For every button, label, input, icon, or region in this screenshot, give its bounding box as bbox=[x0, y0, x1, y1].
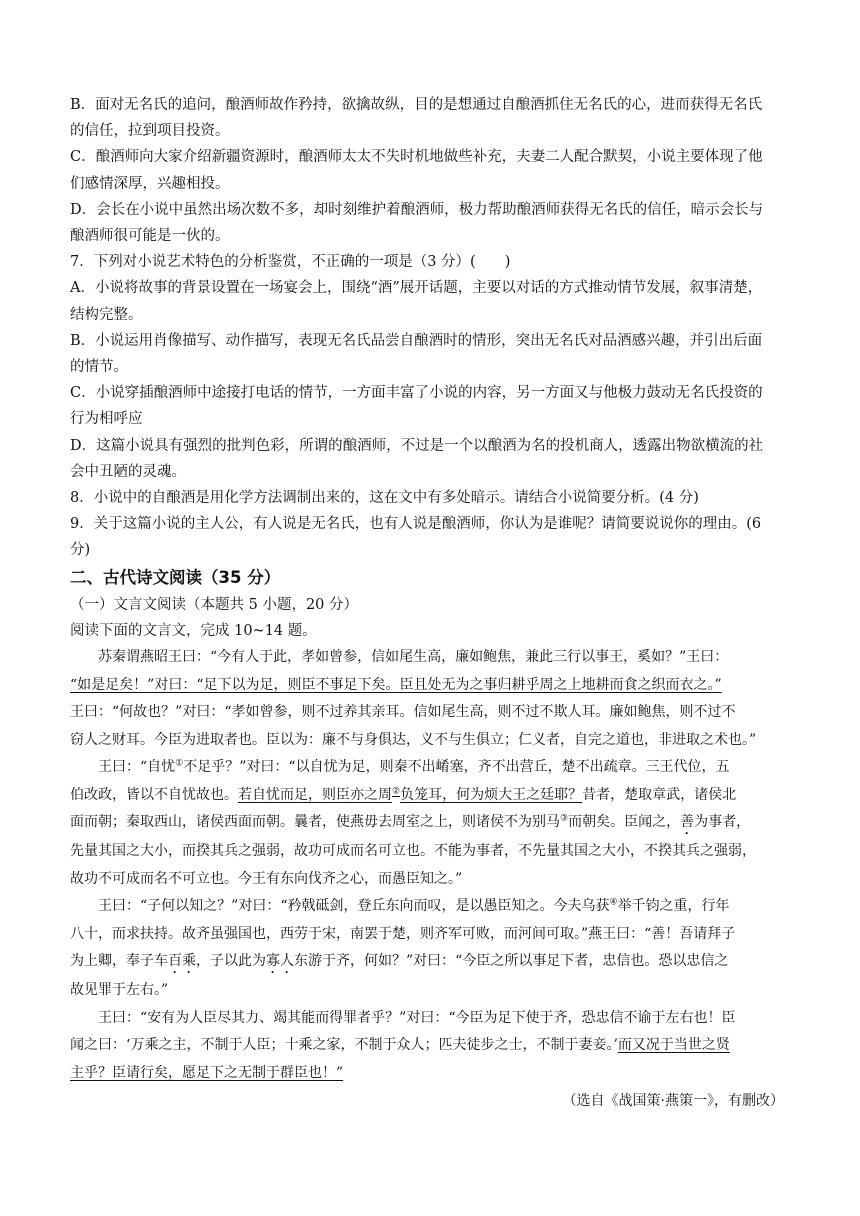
passage-p2-line1 bbox=[70, 754, 792, 782]
underlined-sentence-1: “如是足矣！”对曰：“足下以为足，则臣不事足下矣。臣且处无为之事归耕乎周之上地耕而食之织而衣之。” bbox=[70, 676, 722, 693]
option-d-line1: D．会长在小说中虽然出场次数不多，却时刻维护着酿酒师，极力帮助酿酒师获得无名氏的信任，暗示会长与 bbox=[70, 201, 764, 218]
footnote-marker-3: ③ bbox=[560, 813, 569, 824]
q7-option-d-line2: 会中丑陋的灵魂。 bbox=[70, 463, 186, 480]
classical-passage bbox=[70, 644, 792, 1115]
underlined-sentence-2a: 若自忧而足，则臣亦之周 bbox=[238, 786, 392, 803]
text-segment: 王曰：“自忧 bbox=[98, 759, 176, 776]
option-d-line2: 酿酒师很可能是一伙的。 bbox=[70, 228, 230, 245]
passage-source: （选自《战国策·燕策一》，有删改） bbox=[562, 1093, 784, 1110]
dotted-word-ren: 人 bbox=[280, 953, 294, 970]
passage-p2-line4: 先量其国之大小，而揆其兵之强弱，故功可成而名可立也。不能为事者，不先量其国之大小，不揆其兵之强弱， bbox=[70, 843, 756, 860]
option-c-line1: C．酿酒师向大家介绍新疆资源时，酿酒师太太不失时机地做些补充，夫妻二人配合默契，小说主要体现了他 bbox=[70, 149, 763, 166]
passage-p3-line2: 八十，而求扶持。故齐虽强国也，西劳于宋，南罢于楚，则齐军可败，而河间可取。”燕王曰：“善！吾请拜子 bbox=[70, 925, 736, 942]
dotted-word-sheng: 乘 bbox=[182, 953, 196, 970]
section-2-instruction: 阅读下面的文言文，完成 10~14 题。 bbox=[70, 622, 317, 639]
passage-p2-line3 bbox=[70, 809, 792, 838]
q7-option-a-line1: A．小说将故事的背景设置在一场宴会上，围绕“酒”展开话题，主要以对话的方式推动情节发展，叙事清楚， bbox=[70, 280, 763, 297]
option-b-line2: 的信任，拉到项目投资。 bbox=[70, 123, 230, 140]
q7-option-b-line2: 的情节。 bbox=[70, 359, 128, 376]
text-segment: ，子以此为 bbox=[196, 953, 266, 970]
underlined-sentence-2b: 负笼耳，何为烦大王之廷耶？ bbox=[400, 786, 583, 803]
dotted-word-shan: 善 bbox=[680, 814, 695, 831]
passage-p1-line1: 苏秦谓燕昭王曰：“今有人于此，孝如曾参，信如尾生高，廉如鲍焦，兼此三行以事王，奚如？”王曰： bbox=[98, 649, 729, 666]
question-8: 8．小说中的自酿酒是用化学方法调制出来的，这在文中有多处暗示。请结合小说简要分析。(4 分) bbox=[70, 490, 699, 507]
text-segment: 为上卿，奉子车 bbox=[70, 953, 168, 970]
question-9-line2: 分) bbox=[70, 542, 91, 559]
passage-p2-line5: 故功不可成而名不可立也。今王有东向伐齐之心，而愚臣知之。” bbox=[70, 870, 463, 887]
text-segment: 举千钧之重，行年 bbox=[617, 898, 730, 915]
q7-option-d-line1: D．这篇小说具有强烈的批判色彩，所谓的酿酒师，不过是一个以酿酒为名的投机商人，透露出物欲横流的社 bbox=[70, 437, 764, 454]
text-segment: 面而朝；秦取西山，诸侯西面而朝。曩者，使燕毋去周室之上，则诸侯不为别马 bbox=[70, 814, 560, 831]
text-segment: 伯改政，皆以不自忧故也。 bbox=[70, 786, 238, 803]
text-segment: 王曰：“子何以知之？”对曰：“矜戟砥剑，登丘东向而叹，是以愚臣知之。今夫乌获 bbox=[98, 898, 610, 915]
passage-p1-line3: 王曰：“何故也？”对曰：“孝如曾参，则不过养其亲耳。信如尾生高，则不过不欺人耳。廉如鲍焦，则不过不 bbox=[70, 704, 736, 721]
passage-p4-line1: 王曰：“安有为人臣尽其力、竭其能而得罪者乎？”对曰：“今臣为足下使于齐，恐忠信不谕于左右也！臣 bbox=[98, 1009, 736, 1026]
underlined-sentence-3a: 而又况于当世之贤 bbox=[617, 1037, 730, 1054]
passage-p3-line4: 故见罪于左右。” bbox=[70, 982, 169, 999]
q7-option-a-line2: 结构完整。 bbox=[70, 306, 143, 323]
section-2-title: 二、古代诗文阅读（35 分） bbox=[70, 567, 281, 587]
underlined-sentence-3b: 主乎？臣请行矣，愿足下之无制于群臣也！” bbox=[70, 1064, 344, 1081]
q7-option-b-line1: B．小说运用肖像描写、动作描写，表现无名氏品尝自酿酒时的情形，突出无名氏对品酒感兴趣，并引出后面 bbox=[70, 332, 763, 349]
question-7-stem: 7．下列对小说艺术特色的分析鉴赏，不正确的一项是（3 分）( ) bbox=[70, 254, 511, 271]
text-segment: 为事者， bbox=[694, 814, 751, 831]
text-segment: 不足乎？”对曰：“以自忧为足，则秦不出崤塞，齐不出营丘，楚不出疏章。三王代位，五 bbox=[183, 759, 730, 776]
passage-p4-line3 bbox=[70, 1060, 792, 1088]
text-segment: 昔者，楚取章武，诸侯北 bbox=[582, 786, 737, 803]
footnote-marker-1: ① bbox=[175, 758, 184, 769]
passage-p3-line3 bbox=[70, 948, 792, 977]
exam-page bbox=[70, 92, 792, 1115]
question-6-options bbox=[70, 92, 792, 249]
dotted-word-bai: 百 bbox=[168, 953, 182, 970]
q7-option-c-line2: 行为相呼应 bbox=[70, 411, 143, 428]
section-2-subtitle: （一）文言文阅读（本题共 5 小题，20 分） bbox=[70, 596, 359, 613]
passage-p3-line1 bbox=[70, 893, 792, 921]
text-segment: 东游于齐，何如？”对曰：“今臣之所以事足下者，忠信也。恐以忠信之 bbox=[294, 953, 729, 970]
dotted-word-gua: 寡 bbox=[266, 953, 280, 970]
passage-p1-line4: 窃人之财耳。今臣为进取者也。臣以为：廉不与身俱达，义不与生俱立；仁义者，自完之道也，非进取之术也。” bbox=[70, 731, 757, 748]
text-segment: 而朝矣。臣闻之， bbox=[568, 814, 681, 831]
option-b-line1: B．面对无名氏的追问，酿酒师故作矜持，欲擒故纵，目的是想通过自酿酒抓住无名氏的心，进而获得无名氏 bbox=[70, 97, 763, 113]
passage-p1-line2 bbox=[70, 672, 792, 700]
footnote-marker-2: ② bbox=[392, 785, 401, 796]
text-segment: 闻之曰：‘万乘之主，不制于人臣；十乘之家，不制于众人；匹夫徒步之士，不制于妻妾。’ bbox=[70, 1037, 618, 1054]
question-7 bbox=[70, 249, 792, 485]
footnote-marker-4: ④ bbox=[609, 897, 618, 908]
option-c-line2: 们感情深厚，兴趣相投。 bbox=[70, 175, 230, 192]
passage-p2-line2 bbox=[70, 782, 792, 810]
question-9-line1: 9．关于这篇小说的主人公，有人说是无名氏，也有人说是酿酒师，你认为是谁呢？请简要说说你的理由。(6 bbox=[70, 516, 762, 533]
passage-p4-line2 bbox=[70, 1032, 792, 1060]
q7-option-c-line1: C．小说穿插酿酒师中途接打电话的情节，一方面丰富了小说的内容，另一方面又与他极力鼓动无名氏投资的 bbox=[70, 385, 763, 402]
